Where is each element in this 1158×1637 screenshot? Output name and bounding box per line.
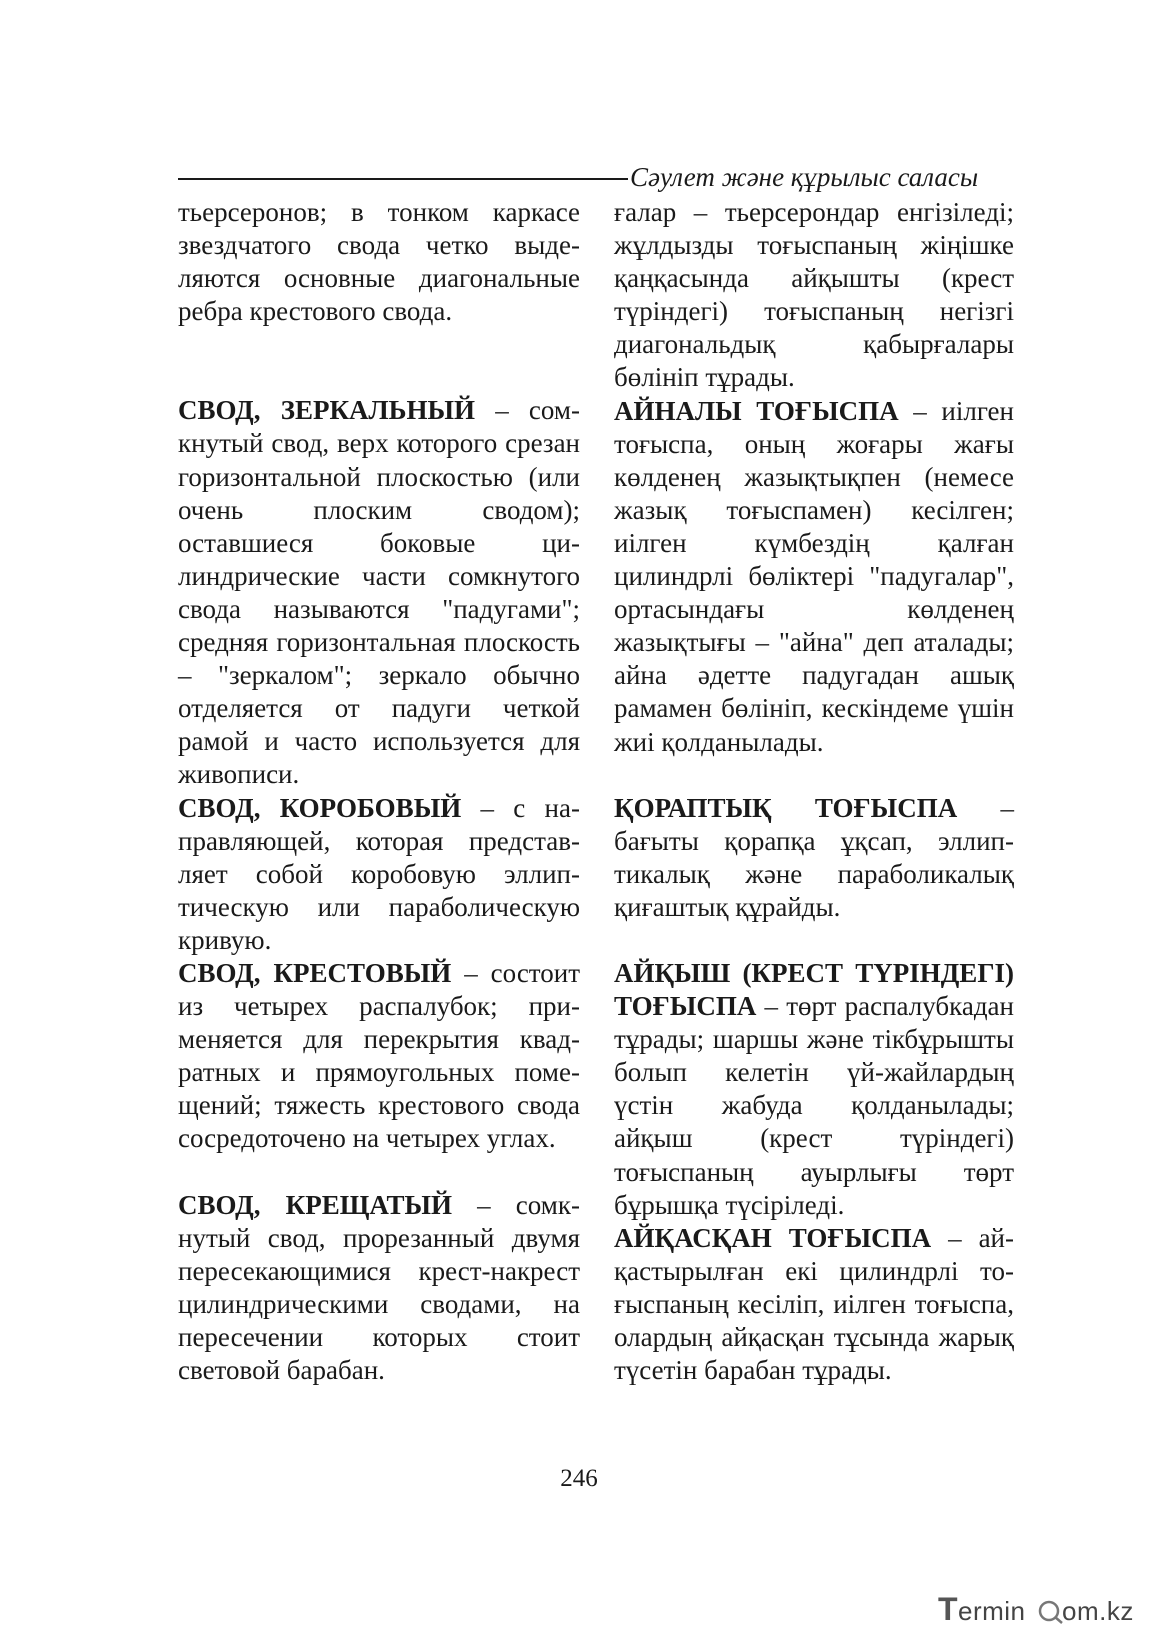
entry-definition: – бағыты қорапқа ұқсап, эллиптикалық және параболикалық қиғаштық құрайды. xyxy=(614,792,1015,922)
entry-aynaly-togyspa xyxy=(614,395,1014,759)
entry-svod-korobovy xyxy=(178,792,580,957)
entry-term: АЙҚЫШ (КРЕСТ ТҮРІНДЕГІ) ТОҒЫСПА xyxy=(614,957,1014,1022)
svg-text:ermin: ermin xyxy=(958,1596,1026,1626)
header-rule xyxy=(178,178,628,180)
entry-term: АЙНАЛЫ ТОҒЫСПА xyxy=(614,395,899,426)
svg-text:T: T xyxy=(938,1592,959,1627)
page-number: 246 xyxy=(560,1465,598,1492)
entry-term: СВОД, КРЕСТОВЫЙ xyxy=(178,957,452,988)
entry-term: ҚОРАПТЫҚ ТОҒЫСПА xyxy=(614,792,958,823)
entry-definition: – сомкнутый свод, верх которого срезан горизонтальной плоскостью (или очень плоским сводом); оставшиеся боковые цилиндрические части сомкнутого свода называются "падугами"; средняя горизонтальная плоскость – "зеркалом"; зеркало обычно отделяется от падуги четкой рамой и часто используется для живописи. xyxy=(178,395,580,790)
entry-definition: – сомкнутый свод, прорезанный двумя пересекающимися крест-накрест цилиндрическими сводами, на пересечении которых стоит световой барабан. xyxy=(178,1189,580,1385)
entry-definition: – с направляющей, которая представляет собой коробовую эллиптическую или параболическую кривую. xyxy=(178,792,580,955)
continued-text-left: тьерсеронов; в тонком каркасе звездчатого свода четко выделяются основные диагональные ребра крестового свода. xyxy=(178,197,580,327)
watermark-art xyxy=(938,1592,1148,1628)
entry-koraptyk-togyspa xyxy=(614,792,1014,924)
left-column xyxy=(178,196,580,1387)
spacer xyxy=(178,1156,580,1189)
entry-definition: – төрт распалубкадан тұрады; шаршы және тікбұрышты болып келетін үй-жайлардың үстін жабуда қолданылады; айқыш (крест түріндегі) тоғыспаның ауырлығы төрт бұрышқа түсіріледі. xyxy=(614,991,1014,1220)
site-watermark-logo xyxy=(938,1592,1148,1628)
spacer xyxy=(178,328,580,394)
entry-term: СВОД, КРЕЩАТЫЙ xyxy=(178,1189,453,1220)
continued-text-right: ғалар – тьерсерондар енгізіледі; жұлдызды тоғыспаның жіңішке қаңқасында айқышты (крест түріндегі) тоғыспаның негізгі диагональдық қабырғалары бөлініп тұрады. xyxy=(614,197,1014,393)
svg-text:om.kz: om.kz xyxy=(1062,1596,1134,1626)
entry-definition: – айқастырылған екі цилиндрлі тоғыспаның кесіліп, иілген тоғыспа, олардың айқасқан тұсында жарық түсетін барабан тұрады. xyxy=(614,1222,1014,1386)
right-column xyxy=(614,196,1014,1387)
entry-definition: – иілген тоғыспа, оның жоғары жағы көлденең жазықтықпен (немесе жазық тоғыспамен) кесілген; иілген күмбездің қалған цилиндрлі бөліктері "падугалар", ортасындағы көлденең жазықтығы – "айна" деп аталады; айна әдетте падугадан ашық рамамен бөлініп, кескіндеме үшін жиі қолданылады. xyxy=(614,395,1014,757)
entry-term: СВОД, КОРОБОВЫЙ xyxy=(178,792,462,823)
entry-aykysh-togyspa xyxy=(614,957,1014,1222)
entry-definition: – состоит из четырех распалубок; применяется для перекрытия квадратных и прямоугольных помещений; тяжесть крестового свода сосредоточено на четырех углах. xyxy=(178,957,580,1154)
spacer xyxy=(614,759,1014,792)
entry-term: СВОД, ЗЕРКАЛЬНЫЙ xyxy=(178,395,476,426)
spacer xyxy=(614,924,1014,957)
entry-aykaskan-togyspa xyxy=(614,1222,1014,1387)
running-head: Сәулет және құрылыс саласы xyxy=(630,162,979,192)
entry-svod-krestovy xyxy=(178,957,580,1156)
entry-svod-zerkalny xyxy=(178,394,580,791)
entry-term: АЙҚАСҚАН ТОҒЫСПА xyxy=(614,1222,932,1253)
entry-svod-kreshchaty xyxy=(178,1189,580,1388)
